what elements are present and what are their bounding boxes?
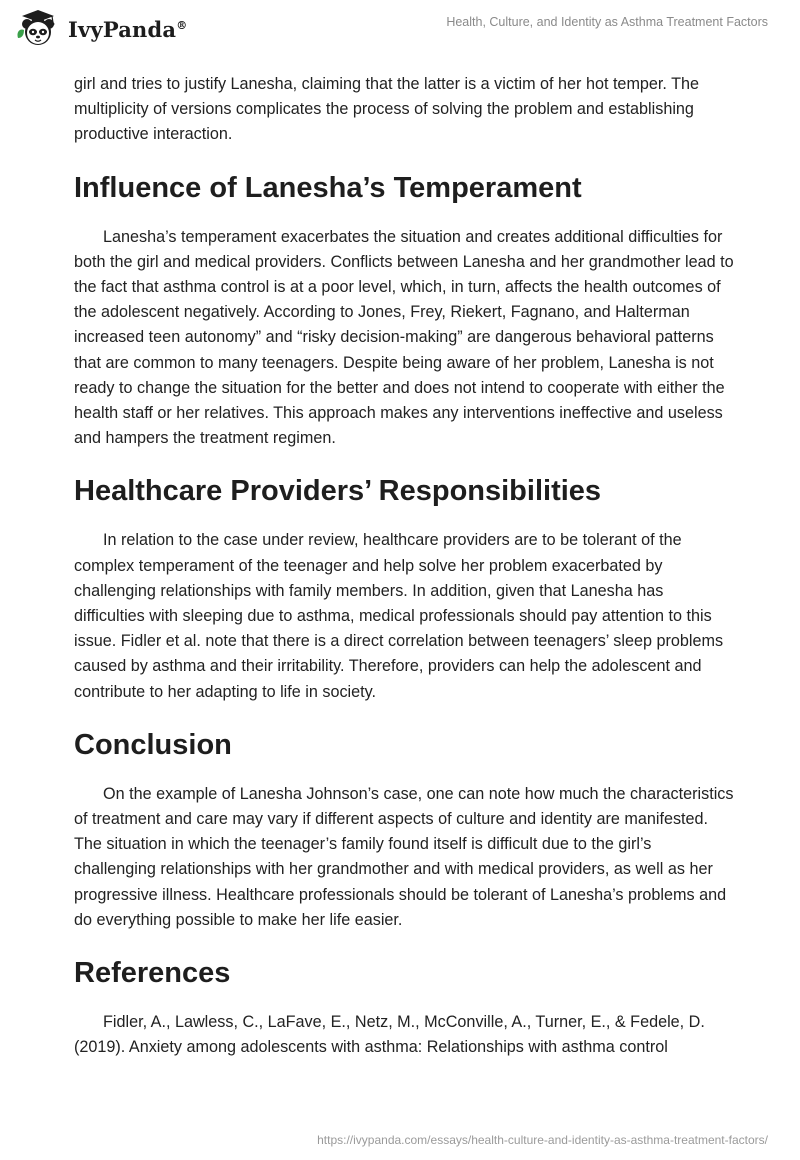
document-body <box>74 72 734 1060</box>
logo-wordmark <box>68 17 187 42</box>
section-paragraph-temperament: Lanesha’s temperament exacerbates the situation and creates additional difficulties for both the girl and medical providers. Conflicts between Lanesha and her grandmother lead to the fact that asthma control is at a poor level, which, in turn, affects the health outcomes of the adolescent negatively. According to Jones, Frey, Riekert, Fagnano, and Halterman increased teen autonomy” and “risky decision-making” are dangerous behavioral patterns that are common to many teenagers. Despite being aware of her problem, Lanesha is not ready to change the situation for the better and does not intend to cooperate with either the health staff or her relatives. This approach makes any interventions ineffective and useless and hampers the treatment regimen. <box>74 227 734 448</box>
section-heading-references: References <box>74 957 231 990</box>
logo-text: IvyPanda <box>68 16 177 42</box>
page-header <box>0 0 800 60</box>
source-url-link[interactable]: https://ivypanda.com/essays/health-culture-and-identity-as-asthma-treatment-factors/ <box>317 1133 768 1147</box>
section-paragraph-conclusion: On the example of Lanesha Johnson’s case, one can note how much the characteristics of treatment and care may vary if different aspects of culture and identity are manifested. The situation in which the teenager’s family found itself is difficult due to the girl’s challenging relationships with her grandmother and with medical providers, as well as her progressive illness. Healthcare professionals should be tolerant of Lanesha’s problems and do everything possible to make her life easier. <box>74 784 734 929</box>
section-heading-responsibilities: Healthcare Providers’ Responsibilities <box>74 475 602 508</box>
document-title: Health, Culture, and Identity as Asthma Treatment Factors <box>446 15 768 29</box>
intro-paragraph: girl and tries to justify Lanesha, claiming that the latter is a victim of her hot temper. The multiplicity of versions complicates the process of solving the problem and establishing productive interaction. <box>74 75 700 144</box>
section-heading-conclusion: Conclusion <box>74 728 232 761</box>
ivypanda-logo[interactable] <box>14 8 187 50</box>
panda-graduation-icon <box>14 8 62 50</box>
registered-mark: ® <box>176 18 188 32</box>
section-heading-temperament: Influence of Lanesha’s Temperament <box>74 171 582 204</box>
reference-entry: Fidler, A., Lawless, C., LaFave, E., Netz, M., McConville, A., Turner, E., & Fedele, D. (2019). Anxiety among adolescents with asthma: Relationships with asthma control <box>74 1013 705 1057</box>
section-paragraph-responsibilities: In relation to the case under review, healthcare providers are to be tolerant of the complex temperament of the teenager and help solve her problem exacerbated by challenging relationships with family members. In addition, given that Lanesha has difficulties with sleeping due to asthma, medical professionals should pay attention to this issue. Fidler et al. note that there is a direct correlation between teenagers’ sleep problems caused by asthma and their irritability. Therefore, providers can help the adolescent and contribute to her adapting to life in society. <box>74 531 724 701</box>
